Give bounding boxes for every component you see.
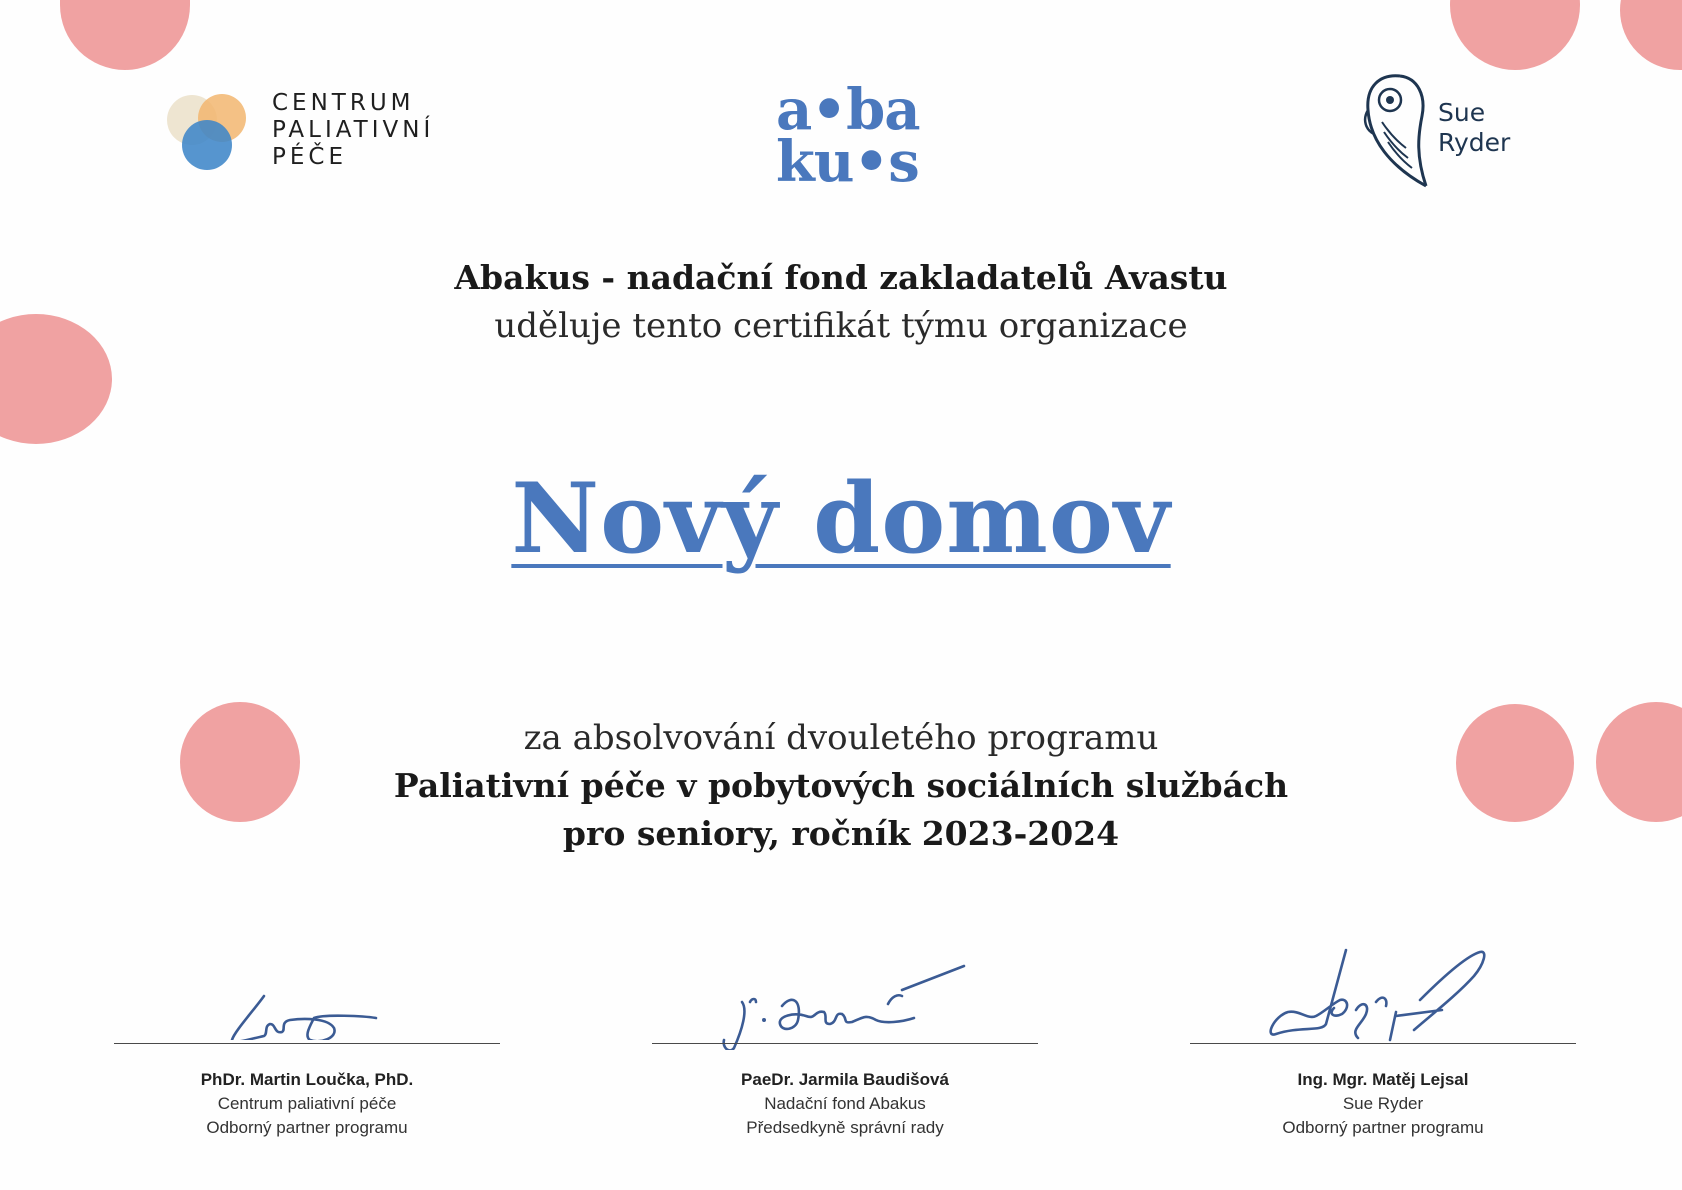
decor-dot-top-left: [60, 0, 190, 70]
signature-loucka: [114, 940, 500, 1040]
signatory-org: Nadační fond Abakus: [764, 1094, 926, 1113]
program-line-1: Paliativní péče v pobytových sociálních službách: [393, 766, 1289, 805]
cpp-logo-line-2: PALIATIVNÍ: [272, 117, 435, 143]
overlapping-circles-icon: [165, 90, 251, 176]
signature-lejsal: [1190, 920, 1576, 1050]
program-line-2: pro seniory, ročník 2023-2024: [562, 814, 1120, 853]
cpp-logo-text: [272, 90, 434, 171]
signatory-role: Odborný partner programu: [1282, 1118, 1484, 1137]
abakus-logo: [770, 77, 930, 195]
signatory-org: Sue Ryder: [1342, 1094, 1424, 1113]
decor-dot-top-right-1: [1450, 0, 1580, 70]
signatory-name: Ing. Mgr. Matěj Lejsal: [1297, 1070, 1469, 1089]
issuer-line: Abakus - nadační fond zakladatelů Avastu: [454, 258, 1228, 297]
sue-ryder-logo: [1360, 70, 1540, 190]
decor-dot-top-right-2: [1620, 0, 1682, 70]
signature-line: [114, 1043, 500, 1044]
recipient-title: [0, 462, 1682, 575]
abakus-logo-line-1: a•ba: [776, 77, 920, 143]
centrum-paliativni-pece-logo: [165, 90, 455, 180]
cpp-logo-line-3: PÉČE: [272, 144, 347, 170]
signatory-org: Centrum paliativní péče: [217, 1094, 397, 1113]
signatory-role: Předsedkyně správní rady: [746, 1118, 944, 1137]
statement-line: uděluje tento certifikát týmu organizace: [494, 306, 1188, 346]
abakus-logo-line-2: ku•s: [776, 129, 919, 195]
sue-ryder-line-2: Ryder: [1438, 128, 1511, 157]
recipient-name: Nový domov: [511, 462, 1171, 575]
sue-ryder-line-1: Sue: [1438, 98, 1486, 127]
sue-ryder-logo-text: [1438, 98, 1510, 158]
reason-line: za absolvování dvouletého programu: [523, 718, 1159, 758]
owl-icon: [1360, 70, 1436, 190]
signatory-name: PhDr. Martin Loučka, PhD.: [200, 1070, 414, 1089]
signatory-role: Odborný partner programu: [206, 1118, 408, 1137]
signature-line: [1190, 1043, 1576, 1044]
signature-line: [652, 1043, 1038, 1044]
cpp-logo-line-1: CENTRUM: [272, 90, 415, 116]
signature-baudisova: [652, 920, 1038, 1050]
signatory-name: PaeDr. Jarmila Baudišová: [741, 1070, 949, 1089]
